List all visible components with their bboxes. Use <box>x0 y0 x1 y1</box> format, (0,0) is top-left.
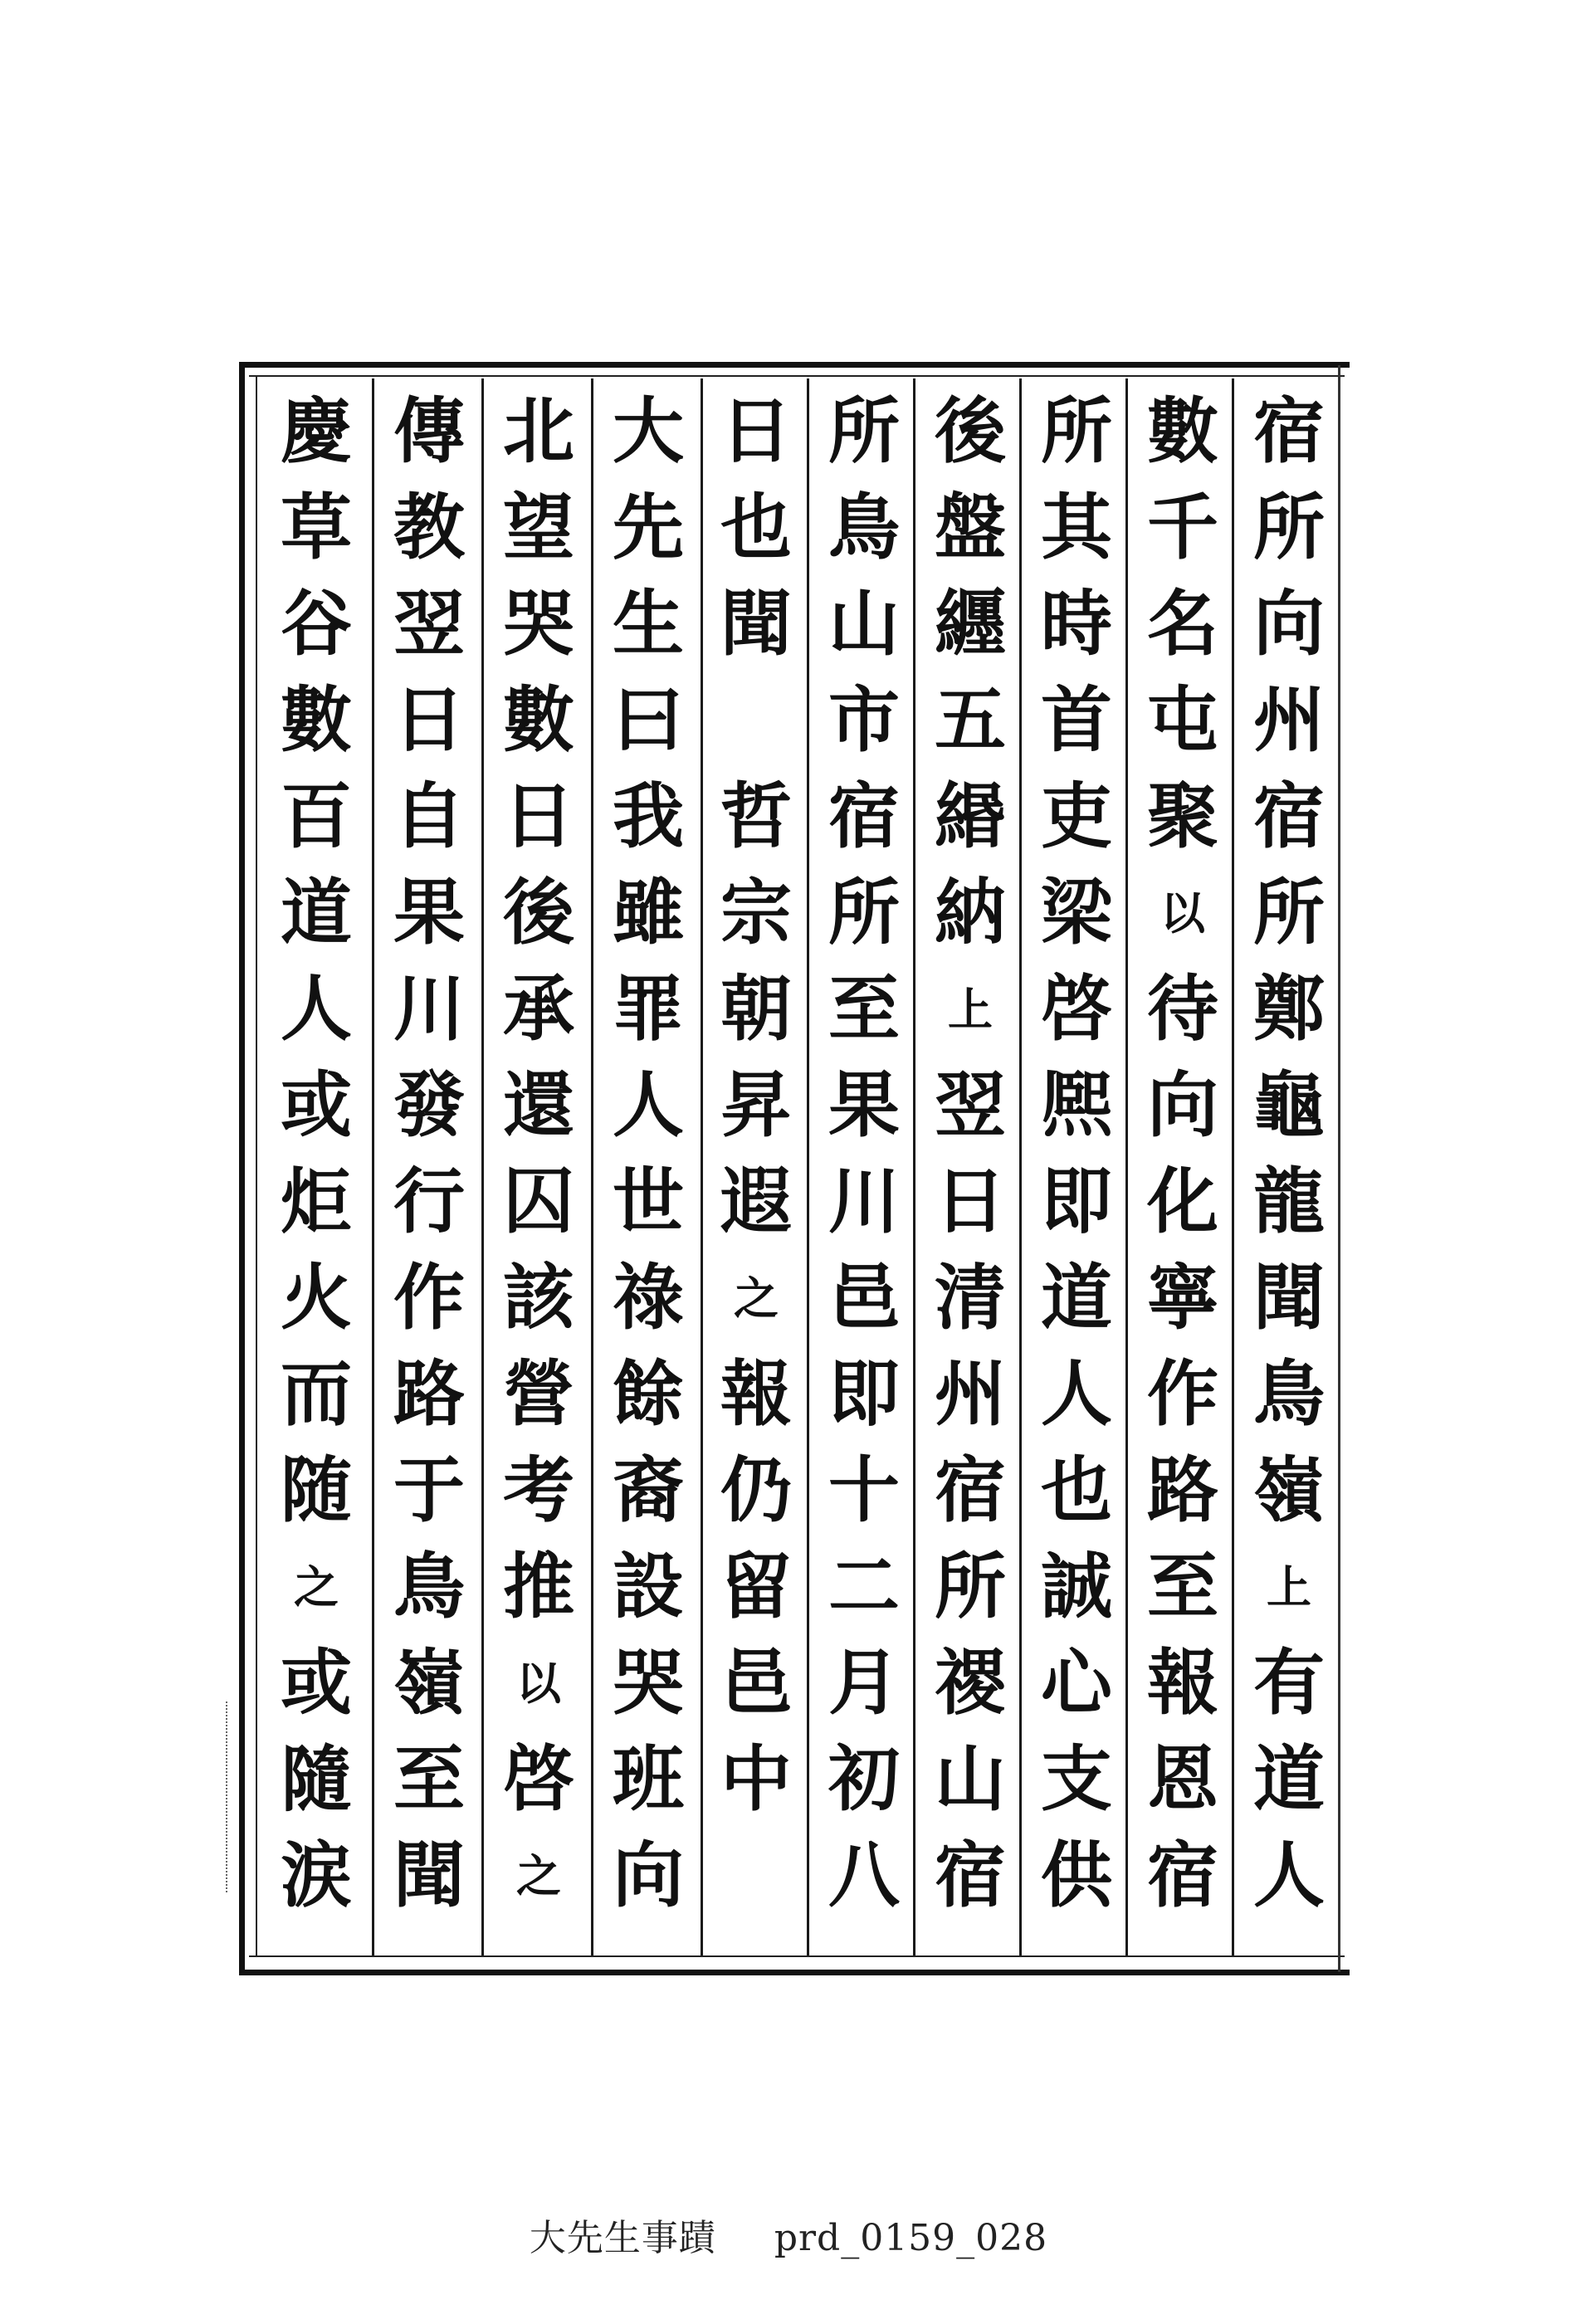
column-character: 鳥 <box>393 1545 465 1628</box>
column-character: 曰 <box>613 678 684 762</box>
column-character: 望 <box>503 486 574 569</box>
column-character: 餘 <box>613 1352 684 1436</box>
column-character: 日 <box>935 1160 1006 1243</box>
column-gap <box>707 1828 805 1924</box>
column-character: 昇 <box>720 1063 792 1147</box>
column-character: 哭 <box>503 582 574 666</box>
column-character: 即 <box>828 1352 900 1436</box>
column-character: 中 <box>720 1737 792 1821</box>
column-character: 待 <box>1147 967 1218 1051</box>
column-rule <box>807 378 809 1955</box>
text-column <box>1134 383 1232 1952</box>
column-character: 日 <box>503 774 574 858</box>
column-character: 營 <box>503 1352 574 1436</box>
frame-right-edge <box>1338 365 1340 1972</box>
column-character: 名 <box>1147 582 1218 666</box>
column-character: 二 <box>828 1545 900 1628</box>
column-character: 承 <box>503 967 574 1051</box>
column-character: 以 <box>1160 886 1205 940</box>
column-character: 聞 <box>1253 1256 1325 1340</box>
column-character: 所 <box>828 871 900 954</box>
column-character: 果 <box>828 1063 900 1147</box>
text-column <box>490 383 588 1952</box>
column-character: 考 <box>503 1448 574 1532</box>
column-character: 随 <box>281 1448 352 1532</box>
column-character: 翌 <box>935 1063 1006 1147</box>
column-character: 數 <box>503 678 574 762</box>
column-character: 所 <box>1041 389 1112 473</box>
column-character: 至 <box>393 1737 465 1821</box>
column-character: 十 <box>828 1448 900 1532</box>
column-character: 禝 <box>935 1641 1006 1725</box>
column-character: 果 <box>393 871 465 954</box>
column-character: 時 <box>1041 582 1112 666</box>
column-character: 之 <box>294 1560 339 1614</box>
text-column <box>921 383 1019 1952</box>
column-character: 谷 <box>281 582 352 666</box>
column-character: 鳥 <box>828 486 900 569</box>
column-character: 所 <box>828 389 900 473</box>
column-character: 之 <box>516 1849 561 1902</box>
column-character: 梁 <box>1041 871 1112 954</box>
column-character: 道 <box>1041 1256 1112 1340</box>
column-character: 行 <box>393 1160 465 1243</box>
column-character: 聚 <box>1147 774 1218 858</box>
column-character: 也 <box>720 486 792 569</box>
column-character: 炬 <box>281 1160 352 1243</box>
frame-inner-bottom-line <box>249 1955 1345 1957</box>
column-character: 後 <box>503 871 574 954</box>
column-character: 也 <box>1041 1448 1112 1532</box>
column-character: 啓 <box>503 1737 574 1821</box>
column-character: 北 <box>503 389 574 473</box>
column-character: 朝 <box>720 967 792 1051</box>
column-character: 百 <box>281 774 352 858</box>
column-character: 寧 <box>1147 1256 1218 1340</box>
column-character: 道 <box>281 871 352 954</box>
column-character: 教 <box>393 486 465 569</box>
column-character: 之 <box>734 1272 779 1325</box>
column-character: 支 <box>1041 1737 1112 1821</box>
column-character: 生 <box>613 582 684 666</box>
column-character: 龜 <box>1253 1063 1325 1147</box>
column-gap <box>707 672 805 769</box>
column-character: 後 <box>935 389 1006 473</box>
column-character: 裔 <box>613 1448 684 1532</box>
column-character: 向 <box>1147 1063 1218 1147</box>
column-character: 邑 <box>720 1641 792 1725</box>
column-character: 數 <box>1147 389 1218 473</box>
column-character: 宿 <box>1253 389 1325 473</box>
column-character: 鄭 <box>1253 967 1325 1051</box>
column-character: 上 <box>1267 1560 1311 1614</box>
column-character: 有 <box>1253 1641 1325 1725</box>
text-column <box>380 383 478 1952</box>
column-character: 至 <box>828 967 900 1051</box>
column-character: 所 <box>1253 871 1325 954</box>
frame-inner-top-line <box>249 375 1345 377</box>
text-column <box>599 383 697 1952</box>
text-column <box>267 383 365 1952</box>
column-character: 宗 <box>720 871 792 954</box>
column-character: 至 <box>1147 1545 1218 1628</box>
column-character: 哲 <box>720 774 792 858</box>
column-character: 纒 <box>935 582 1006 666</box>
column-character: 聞 <box>720 582 792 666</box>
column-character: 而 <box>281 1352 352 1436</box>
column-character: 人 <box>1253 1833 1325 1917</box>
column-character: 報 <box>1147 1641 1218 1725</box>
column-character: 設 <box>613 1545 684 1628</box>
column-character: 仍 <box>720 1448 792 1532</box>
page-caption <box>0 2208 1577 2261</box>
text-column <box>815 383 913 1952</box>
column-character: 該 <box>503 1256 574 1340</box>
column-character: 自 <box>393 774 465 858</box>
column-character: 或 <box>281 1641 352 1725</box>
column-character: 或 <box>281 1063 352 1147</box>
caption-code: prd_0159_028 <box>774 2217 1048 2259</box>
column-character: 罪 <box>613 967 684 1051</box>
column-character: 雖 <box>613 871 684 954</box>
column-character: 八 <box>828 1833 900 1917</box>
column-character: 州 <box>1253 678 1325 762</box>
column-character: 留 <box>720 1545 792 1628</box>
column-character: 鳥 <box>1253 1352 1325 1436</box>
column-character: 屯 <box>1147 678 1218 762</box>
text-column <box>707 383 805 1952</box>
column-character: 即 <box>1041 1160 1112 1243</box>
column-character: 州 <box>935 1352 1006 1436</box>
column-character: 清 <box>935 1256 1006 1340</box>
column-character: 道 <box>1253 1737 1325 1821</box>
column-character: 龍 <box>1253 1160 1325 1243</box>
column-character: 盤 <box>935 486 1006 569</box>
column-character: 發 <box>393 1063 465 1147</box>
column-character: 山 <box>935 1737 1006 1821</box>
column-character: 所 <box>935 1545 1006 1628</box>
column-character: 以 <box>516 1657 561 1710</box>
column-rule <box>591 378 593 1955</box>
column-character: 宿 <box>935 1448 1006 1532</box>
column-character: 吏 <box>1041 774 1112 858</box>
column-character: 宿 <box>1147 1833 1218 1917</box>
column-character: 數 <box>281 678 352 762</box>
column-character: 祿 <box>613 1256 684 1340</box>
column-character: 推 <box>503 1545 574 1628</box>
gutter-marks <box>226 1702 239 1892</box>
column-character: 熈 <box>1041 1063 1112 1147</box>
column-character: 我 <box>613 774 684 858</box>
column-character: 山 <box>828 582 900 666</box>
column-character: 作 <box>1147 1352 1218 1436</box>
column-character: 恩 <box>1147 1737 1218 1821</box>
column-character: 納 <box>935 871 1006 954</box>
column-character: 人 <box>281 967 352 1051</box>
column-character: 聞 <box>393 1833 465 1917</box>
text-column <box>1028 383 1125 1952</box>
caption-title: 大先生事蹟 <box>529 2217 716 2259</box>
column-character: 初 <box>828 1737 900 1821</box>
text-column <box>1240 383 1338 1952</box>
column-character: 所 <box>1253 486 1325 569</box>
column-rule <box>913 378 915 1955</box>
column-character: 月 <box>828 1641 900 1725</box>
column-character: 先 <box>613 486 684 569</box>
column-character: 草 <box>281 486 352 569</box>
column-rule <box>1019 378 1022 1955</box>
column-character: 宿 <box>935 1833 1006 1917</box>
column-character: 五 <box>935 678 1006 762</box>
column-character: 化 <box>1147 1160 1218 1243</box>
column-character: 嶺 <box>1253 1448 1325 1532</box>
column-character: 向 <box>613 1833 684 1917</box>
column-character: 供 <box>1041 1833 1112 1917</box>
column-character: 隨 <box>281 1737 352 1821</box>
column-character: 還 <box>503 1063 574 1147</box>
column-character: 嶺 <box>393 1641 465 1725</box>
column-character: 人 <box>1041 1352 1112 1436</box>
column-character: 路 <box>1147 1448 1218 1532</box>
column-character: 世 <box>613 1160 684 1243</box>
column-rule <box>1125 378 1128 1955</box>
column-character: 于 <box>393 1448 465 1532</box>
column-character: 其 <box>1041 486 1112 569</box>
column-character: 宿 <box>1253 774 1325 858</box>
column-character: 囚 <box>503 1160 574 1243</box>
column-character: 日 <box>393 678 465 762</box>
column-character: 首 <box>1041 678 1112 762</box>
column-rule <box>481 378 484 1955</box>
column-character: 翌 <box>393 582 465 666</box>
column-character: 緡 <box>935 774 1006 858</box>
column-character: 宿 <box>828 774 900 858</box>
column-character: 遐 <box>720 1160 792 1243</box>
column-character: 作 <box>393 1256 465 1340</box>
column-character: 火 <box>281 1256 352 1340</box>
column-rule <box>701 378 703 1955</box>
column-character: 大 <box>613 389 684 473</box>
column-character: 心 <box>1041 1641 1112 1725</box>
column-character: 路 <box>393 1352 465 1436</box>
column-rule <box>1232 378 1234 1955</box>
column-character: 上 <box>948 983 993 1036</box>
column-character: 慶 <box>281 389 352 473</box>
column-character: 啓 <box>1041 967 1112 1051</box>
column-character: 哭 <box>613 1641 684 1725</box>
column-character: 傳 <box>393 389 465 473</box>
column-character: 市 <box>828 678 900 762</box>
column-character: 邑 <box>828 1256 900 1340</box>
column-character: 日 <box>720 389 792 473</box>
column-character: 涙 <box>281 1833 352 1917</box>
column-character: 向 <box>1253 582 1325 666</box>
column-character: 報 <box>720 1352 792 1436</box>
column-rule <box>372 378 374 1955</box>
column-character: 誠 <box>1041 1545 1112 1628</box>
column-character: 千 <box>1147 486 1218 569</box>
column-character: 川 <box>828 1160 900 1243</box>
column-character: 班 <box>613 1737 684 1821</box>
frame-inner-left-line <box>256 375 257 1957</box>
column-character: 川 <box>393 967 465 1051</box>
column-character: 人 <box>613 1063 684 1147</box>
